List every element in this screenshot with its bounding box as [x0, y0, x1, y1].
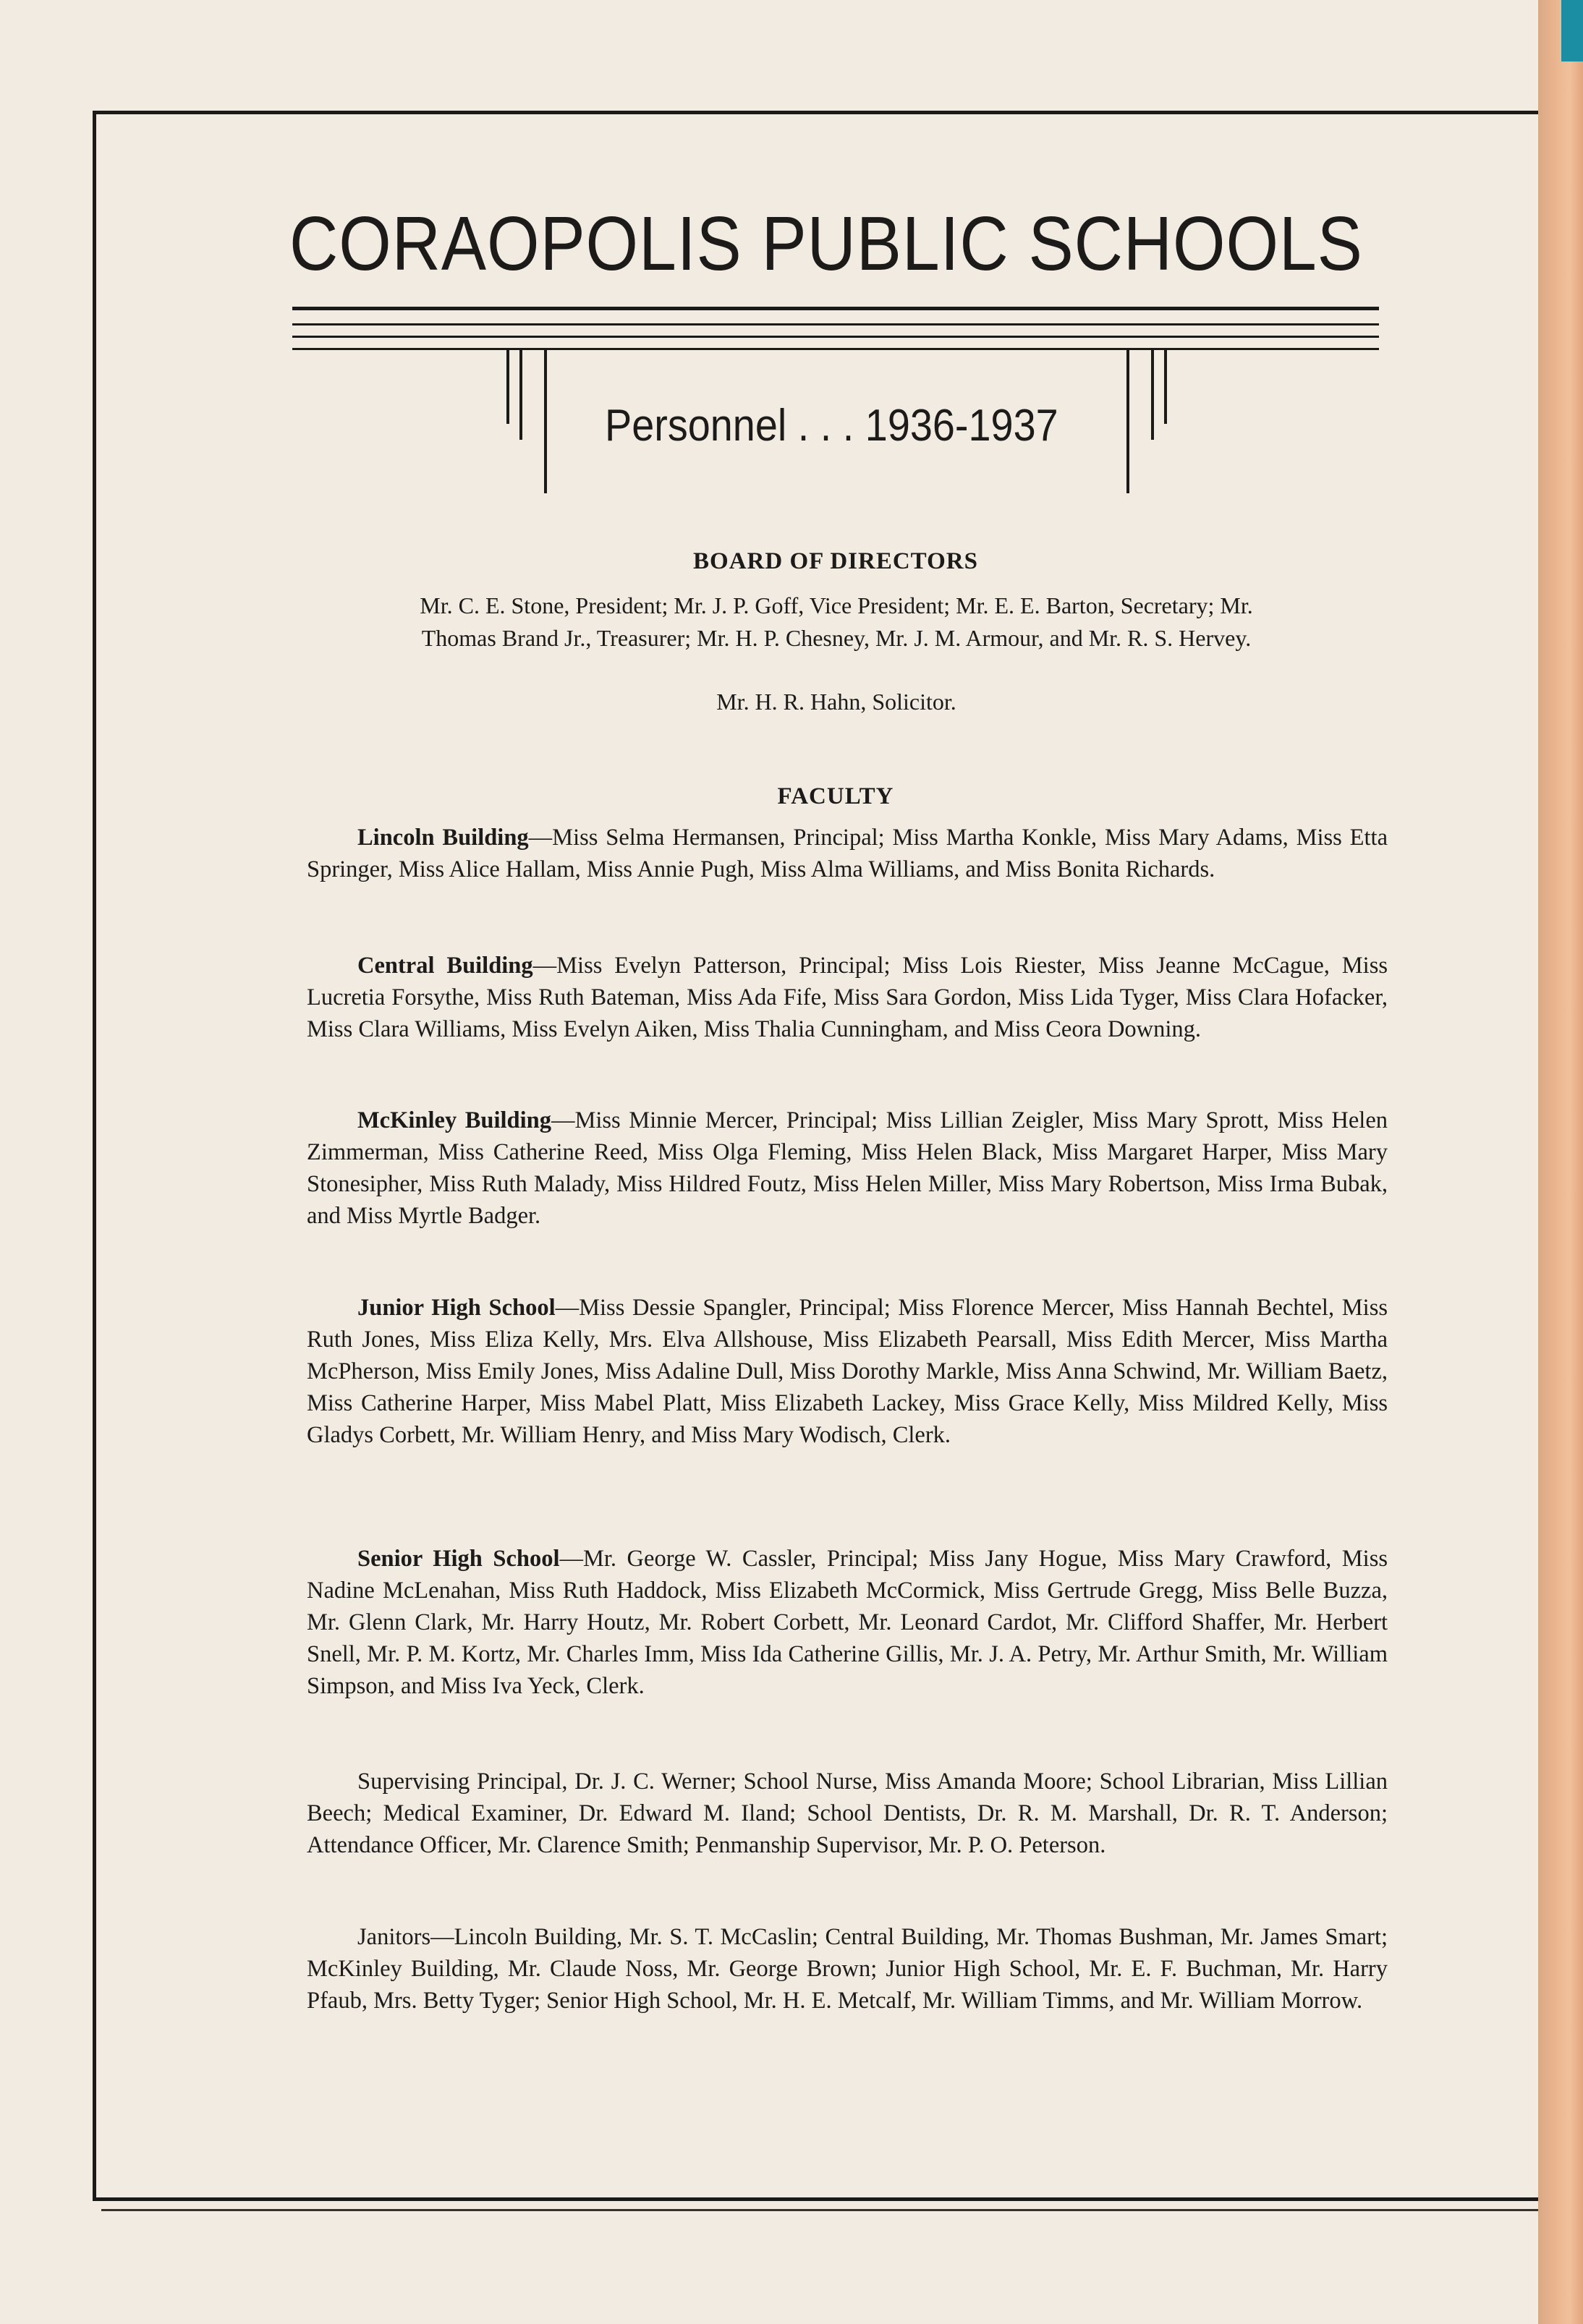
page-spine [1538, 0, 1583, 2324]
board-members: Mr. C. E. Stone, President; Mr. J. P. Goff, Vice President; Mr. E. E. Barton, Secretary; Mr. Thomas Brand Jr., Treasurer; Mr. H. P. Chesney, Mr. J. M. Armour, and Mr. R. S. Hervey. [420, 592, 1253, 651]
bracket-bar-left-1 [506, 350, 509, 424]
bracket-bar-right-2 [1151, 350, 1154, 440]
building-staff: —Miss Selma Hermansen, Principal; Miss Martha Konkle, Miss Mary Adams, Miss Etta Springer, Miss Alice Hallam, Miss Annie Pugh, Miss Alma Williams, and Miss Bonita Richards. [307, 825, 1388, 882]
title-rule-2 [292, 323, 1379, 325]
bracket-bar-left-2 [519, 350, 522, 440]
page-border-bottom-inner [101, 2209, 1538, 2211]
building-name: McKinley Building [357, 1107, 551, 1133]
faculty-central [307, 950, 1388, 1045]
faculty-mckinley [307, 1104, 1388, 1232]
title-rule-3 [292, 336, 1379, 338]
bracket-bar-right-3 [1164, 350, 1167, 424]
title-rule-4 [292, 348, 1379, 350]
page-border-left [93, 111, 96, 2201]
faculty-lincoln [307, 822, 1388, 885]
board-heading: BOARD OF DIRECTORS [693, 548, 978, 574]
faculty-senior-high [307, 1543, 1388, 1702]
building-name: Lincoln Building [357, 825, 529, 851]
page-border-top [93, 111, 1538, 114]
building-name: Junior High School [357, 1295, 556, 1321]
faculty-heading: FACULTY [777, 783, 894, 809]
faculty-janitors: Janitors—Lincoln Building, Mr. S. T. McCaslin; Central Building, Mr. Thomas Bushman, Mr. James Smart; McKinley Building, Mr. Claude Noss, Mr. George Brown; Junior High School, Mr. E. F. Buchman, Mr. Harry Pfaub, Mrs. Betty Tyger; Senior High School, Mr. H. E. Metcalf, Mr. William Timms, and Mr. William Morrow. [307, 1924, 1388, 2014]
board-solicitor: Mr. H. R. Hahn, Solicitor. [716, 689, 956, 715]
building-name: Central Building [357, 953, 533, 979]
faculty-junior-high [307, 1292, 1388, 1451]
building-staff: —Mr. George W. Cassler, Principal; Miss Jany Hogue, Miss Mary Crawford, Miss Nadine McLenahan, Miss Ruth Haddock, Miss Elizabeth McCormick, Miss Gertrude Gregg, Miss Belle Buzza, Mr. Glenn Clark, Mr. Harry Houtz, Mr. Robert Corbett, Mr. Leonard Cardot, Mr. Clifford Shaffer, Mr. Herbert Snell, Mr. P. M. Kortz, Mr. Charles Imm, Miss Ida Catherine Gillis, Mr. J. A. Petry, Mr. Arthur Smith, Mr. William Simpson, and Miss Iva Yeck, Clerk. [307, 1546, 1388, 1699]
spine-cover-edge [1561, 0, 1583, 61]
page-border-bottom [93, 2197, 1538, 2201]
bracket-bar-right-1 [1126, 350, 1129, 493]
building-name: Senior High School [357, 1546, 560, 1572]
faculty-staff: Supervising Principal, Dr. J. C. Werner; School Nurse, Miss Amanda Moore; School Librarian, Miss Lillian Beech; Medical Examiner, Dr. Edward M. Iland; School Dentists, Dr. R. M. Marshall, Dr. R. T. Anderson; Attendance Officer, Mr. Clarence Smith; Penmanship Supervisor, Mr. P. O. Peterson. [307, 1768, 1388, 1858]
building-staff: —Miss Minnie Mercer, Principal; Miss Lillian Zeigler, Miss Mary Sprott, Miss Helen Zimmerman, Miss Catherine Reed, Miss Olga Fleming, Miss Helen Black, Miss Margaret Harper, Miss Mary Stonesipher, Miss Ruth Malady, Miss Hildred Foutz, Miss Helen Miller, Miss Mary Robertson, Miss Irma Bubak, and Miss Myrtle Badger. [307, 1107, 1388, 1229]
building-staff: —Miss Dessie Spangler, Principal; Miss Florence Mercer, Miss Hannah Bechtel, Miss Ruth Jones, Miss Eliza Kelly, Mrs. Elva Allshouse, Miss Elizabeth Pearsall, Miss Edith Mercer, Miss Martha McPherson, Miss Emily Jones, Miss Adaline Dull, Miss Dorothy Markle, Miss Anna Schwind, Mr. William Baetz, Miss Catherine Harper, Miss Mabel Platt, Miss Elizabeth Lackey, Miss Grace Kelly, Miss Mildred Kelly, Miss Gladys Corbett, Mr. William Henry, and Miss Mary Wodisch, Clerk. [307, 1295, 1388, 1448]
page-subtitle: Personnel . . . 1936-1937 [605, 401, 1058, 451]
title-rule-1 [292, 307, 1379, 310]
building-staff: —Miss Evelyn Patterson, Principal; Miss Lois Riester, Miss Jeanne McCague, Miss Lucretia Forsythe, Miss Ruth Bateman, Miss Ada Fife, Miss Sara Gordon, Miss Lida Tyger, Miss Clara Hofacker, Miss Clara Williams, Miss Evelyn Aiken, Miss Thalia Cunningham, and Miss Ceora Downing. [307, 953, 1388, 1042]
bracket-bar-left-3 [544, 350, 547, 493]
page-title: CORAOPOLIS PUBLIC SCHOOLS [289, 201, 1363, 286]
